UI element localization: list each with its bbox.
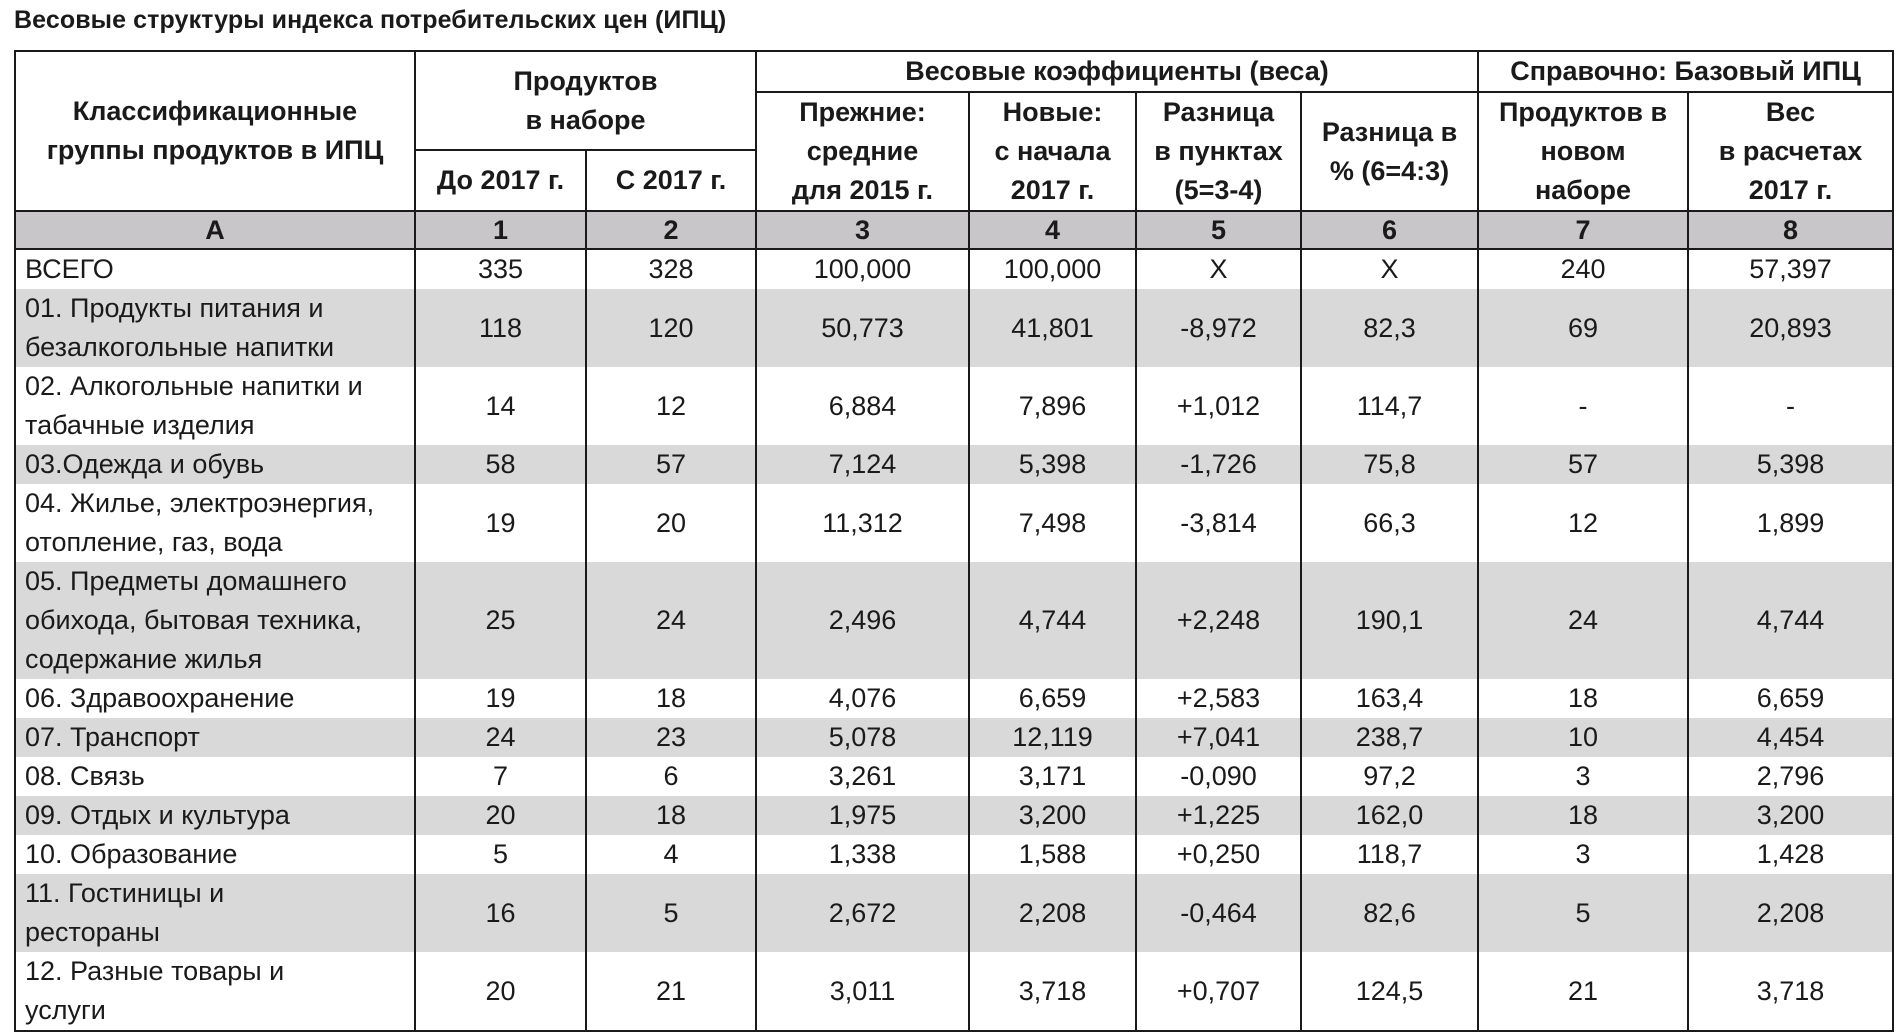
cell-col-7: - bbox=[1478, 367, 1688, 445]
row-label-line: 11. Гостиницы и bbox=[25, 878, 225, 908]
cell-col-8: 1,899 bbox=[1688, 484, 1893, 562]
header-diff-percent-line-2: % (6=4:3) bbox=[1329, 155, 1450, 186]
cell-col-1: 19 bbox=[415, 679, 586, 718]
cell-col-5: +1,225 bbox=[1136, 796, 1301, 835]
cell-col-8: 5,398 bbox=[1688, 445, 1893, 484]
cell-col-2: 5 bbox=[586, 874, 756, 952]
header-products-new-set-line-3: наборе bbox=[1535, 175, 1632, 205]
cell-col-4: 41,801 bbox=[969, 289, 1136, 367]
row-label-line: 12. Разные товары и bbox=[25, 956, 285, 986]
cell-col-6: 124,5 bbox=[1301, 952, 1478, 1031]
header-previous-line-3: для 2015 г. bbox=[791, 175, 934, 205]
column-letter: 7 bbox=[1478, 211, 1688, 249]
row-label bbox=[15, 562, 415, 679]
cell-col-2: 4 bbox=[586, 835, 756, 874]
row-label bbox=[15, 952, 415, 1031]
cell-col-6: 114,7 bbox=[1301, 367, 1478, 445]
cell-col-3: 4,076 bbox=[756, 679, 969, 718]
row-label-line: 04. Жилье, электроэнергия, bbox=[25, 488, 375, 518]
column-letters-row bbox=[15, 211, 1893, 249]
cell-col-1: 19 bbox=[415, 484, 586, 562]
cell-col-4: 5,398 bbox=[969, 445, 1136, 484]
header-products-new-set bbox=[1478, 92, 1688, 211]
cell-col-8: 3,200 bbox=[1688, 796, 1893, 835]
table-row bbox=[15, 367, 1893, 445]
cell-col-3: 6,884 bbox=[756, 367, 969, 445]
cell-col-1: 24 bbox=[415, 718, 586, 757]
row-label bbox=[15, 484, 415, 562]
table-row bbox=[15, 757, 1893, 796]
cell-col-7: 5 bbox=[1478, 874, 1688, 952]
column-letter: А bbox=[15, 211, 415, 249]
cell-col-8: 3,718 bbox=[1688, 952, 1893, 1031]
row-label-line: 07. Транспорт bbox=[25, 722, 200, 752]
cell-col-4: 12,119 bbox=[969, 718, 1136, 757]
cell-col-4: 7,896 bbox=[969, 367, 1136, 445]
cell-col-7: 24 bbox=[1478, 562, 1688, 679]
cell-col-5: -1,726 bbox=[1136, 445, 1301, 484]
table-row bbox=[15, 249, 1893, 289]
table-row bbox=[15, 445, 1893, 484]
header-products-in-set-line-1: Продуктов bbox=[513, 65, 658, 96]
cpi-weights-table bbox=[14, 50, 1894, 1032]
column-letter: 1 bbox=[415, 211, 586, 249]
cell-col-2: 6 bbox=[586, 757, 756, 796]
cell-col-2: 23 bbox=[586, 718, 756, 757]
cell-col-5: +7,041 bbox=[1136, 718, 1301, 757]
table-row bbox=[15, 718, 1893, 757]
row-label bbox=[15, 249, 415, 289]
cell-col-5: +0,250 bbox=[1136, 835, 1301, 874]
column-letter: 8 bbox=[1688, 211, 1893, 249]
cell-col-1: 335 bbox=[415, 249, 586, 289]
cell-col-8: 6,659 bbox=[1688, 679, 1893, 718]
cell-col-6: 162,0 bbox=[1301, 796, 1478, 835]
cell-col-5: -0,464 bbox=[1136, 874, 1301, 952]
row-label-line: 05. Предметы домашнего bbox=[25, 566, 347, 596]
cell-col-2: 57 bbox=[586, 445, 756, 484]
header-diff-points-line-3: (5=3-4) bbox=[1174, 175, 1263, 205]
cell-col-1: 118 bbox=[415, 289, 586, 367]
cell-col-6: X bbox=[1301, 249, 1478, 289]
cell-col-8: 1,428 bbox=[1688, 835, 1893, 874]
table-row bbox=[15, 952, 1893, 1031]
cell-col-1: 7 bbox=[415, 757, 586, 796]
header-diff-points-line-2: в пунктах bbox=[1154, 136, 1283, 166]
header-products-in-set-line-2: в наборе bbox=[525, 104, 646, 135]
cell-col-1: 25 bbox=[415, 562, 586, 679]
row-label-line: ВСЕГО bbox=[25, 254, 114, 284]
cell-col-8: 4,744 bbox=[1688, 562, 1893, 679]
row-label-line: 09. Отдых и культура bbox=[25, 800, 290, 830]
cell-col-2: 12 bbox=[586, 367, 756, 445]
cell-col-4: 2,208 bbox=[969, 874, 1136, 952]
cell-col-6: 82,3 bbox=[1301, 289, 1478, 367]
cell-col-5: -3,814 bbox=[1136, 484, 1301, 562]
header-weights: Весовые коэффициенты (веса) bbox=[756, 51, 1478, 92]
header-weight-calc-line-2: в расчетах bbox=[1718, 136, 1863, 166]
row-label bbox=[15, 679, 415, 718]
header-diff-points bbox=[1136, 92, 1301, 211]
row-label-line: отопление, газ, вода bbox=[25, 527, 283, 557]
row-label-line: 08. Связь bbox=[25, 761, 145, 791]
cell-col-8: 57,397 bbox=[1688, 249, 1893, 289]
cell-col-5: -0,090 bbox=[1136, 757, 1301, 796]
cell-col-3: 3,011 bbox=[756, 952, 969, 1031]
column-letter: 6 bbox=[1301, 211, 1478, 249]
cell-col-2: 20 bbox=[586, 484, 756, 562]
cell-col-3: 1,338 bbox=[756, 835, 969, 874]
cell-col-5: X bbox=[1136, 249, 1301, 289]
cell-col-8: 2,796 bbox=[1688, 757, 1893, 796]
cell-col-1: 20 bbox=[415, 796, 586, 835]
table-row bbox=[15, 484, 1893, 562]
cell-col-5: +2,583 bbox=[1136, 679, 1301, 718]
header-weight-calc-line-3: 2017 г. bbox=[1748, 175, 1833, 205]
cell-col-1: 58 bbox=[415, 445, 586, 484]
cell-col-2: 328 bbox=[586, 249, 756, 289]
header-classification bbox=[15, 51, 415, 211]
row-label bbox=[15, 718, 415, 757]
header-reference: Справочно: Базовый ИПЦ bbox=[1478, 51, 1893, 92]
cell-col-8: 20,893 bbox=[1688, 289, 1893, 367]
cell-col-5: +1,012 bbox=[1136, 367, 1301, 445]
cell-col-6: 163,4 bbox=[1301, 679, 1478, 718]
row-label-line: 03.Одежда и обувь bbox=[25, 449, 265, 479]
cell-col-6: 82,6 bbox=[1301, 874, 1478, 952]
cell-col-1: 5 bbox=[415, 835, 586, 874]
cell-col-2: 24 bbox=[586, 562, 756, 679]
cell-col-2: 21 bbox=[586, 952, 756, 1031]
cell-col-8: 2,208 bbox=[1688, 874, 1893, 952]
row-label bbox=[15, 796, 415, 835]
header-previous-line-1: Прежние: bbox=[799, 97, 926, 127]
header-diff-points-line-1: Разница bbox=[1162, 97, 1275, 127]
cell-col-4: 3,200 bbox=[969, 796, 1136, 835]
table-row bbox=[15, 289, 1893, 367]
cell-col-7: 69 bbox=[1478, 289, 1688, 367]
cell-col-6: 118,7 bbox=[1301, 835, 1478, 874]
cell-col-6: 75,8 bbox=[1301, 445, 1478, 484]
header-new-line-1: Новые: bbox=[1002, 97, 1103, 127]
cell-col-7: 18 bbox=[1478, 679, 1688, 718]
cell-col-4: 3,171 bbox=[969, 757, 1136, 796]
row-label bbox=[15, 445, 415, 484]
cell-col-8: 4,454 bbox=[1688, 718, 1893, 757]
cell-col-3: 100,000 bbox=[756, 249, 969, 289]
header-previous-line-2: средние bbox=[806, 136, 919, 166]
cell-col-4: 7,498 bbox=[969, 484, 1136, 562]
row-label-line: услуги bbox=[25, 995, 106, 1025]
row-label-line: безалкогольные напитки bbox=[25, 332, 335, 362]
header-diff-percent bbox=[1301, 92, 1478, 211]
cell-col-6: 97,2 bbox=[1301, 757, 1478, 796]
cell-col-3: 2,672 bbox=[756, 874, 969, 952]
column-letter: 2 bbox=[586, 211, 756, 249]
row-label-line: 02. Алкогольные напитки и bbox=[25, 371, 363, 401]
cell-col-7: 3 bbox=[1478, 835, 1688, 874]
header-classification-line-2: группы продуктов в ИПЦ bbox=[46, 135, 384, 165]
cell-col-2: 120 bbox=[586, 289, 756, 367]
header-classification-line-1: Классификационные bbox=[72, 96, 358, 126]
table-row bbox=[15, 874, 1893, 952]
cell-col-6: 238,7 bbox=[1301, 718, 1478, 757]
cell-col-3: 11,312 bbox=[756, 484, 969, 562]
cell-col-3: 3,261 bbox=[756, 757, 969, 796]
cell-col-5: +0,707 bbox=[1136, 952, 1301, 1031]
table-title: Весовые структуры индекса потребительских цен (ИПЦ) bbox=[14, 6, 727, 34]
header-before-2017: До 2017 г. bbox=[415, 150, 586, 211]
cell-col-4: 100,000 bbox=[969, 249, 1136, 289]
table-row bbox=[15, 835, 1893, 874]
column-letter: 3 bbox=[756, 211, 969, 249]
cell-col-7: 240 bbox=[1478, 249, 1688, 289]
cell-col-3: 1,975 bbox=[756, 796, 969, 835]
header-new-weights bbox=[969, 92, 1136, 211]
cell-col-3: 2,496 bbox=[756, 562, 969, 679]
column-letter: 4 bbox=[969, 211, 1136, 249]
header-previous-weights bbox=[756, 92, 969, 211]
cell-col-7: 57 bbox=[1478, 445, 1688, 484]
header-weight-calc bbox=[1688, 92, 1893, 211]
header-new-line-2: с начала bbox=[994, 136, 1111, 166]
cell-col-1: 16 bbox=[415, 874, 586, 952]
cell-col-5: +2,248 bbox=[1136, 562, 1301, 679]
table-row bbox=[15, 679, 1893, 718]
row-label-line: табачные изделия bbox=[25, 410, 255, 440]
row-label-line: 01. Продукты питания и bbox=[25, 293, 324, 323]
header-products-new-set-line-1: Продуктов в bbox=[1498, 97, 1668, 127]
header-diff-percent-line-1: Разница в bbox=[1321, 116, 1458, 147]
table-row bbox=[15, 796, 1893, 835]
row-label bbox=[15, 835, 415, 874]
cell-col-8: - bbox=[1688, 367, 1893, 445]
cell-col-6: 190,1 bbox=[1301, 562, 1478, 679]
cell-col-7: 18 bbox=[1478, 796, 1688, 835]
header-weight-calc-line-1: Вес bbox=[1765, 97, 1816, 127]
cell-col-1: 14 bbox=[415, 367, 586, 445]
cell-col-3: 5,078 bbox=[756, 718, 969, 757]
row-label bbox=[15, 367, 415, 445]
table-row bbox=[15, 562, 1893, 679]
cell-col-7: 10 bbox=[1478, 718, 1688, 757]
header-since-2017: С 2017 г. bbox=[586, 150, 756, 211]
cell-col-2: 18 bbox=[586, 679, 756, 718]
row-label-line: 06. Здравоохранение bbox=[25, 683, 295, 713]
cell-col-1: 20 bbox=[415, 952, 586, 1031]
cell-col-6: 66,3 bbox=[1301, 484, 1478, 562]
cell-col-7: 12 bbox=[1478, 484, 1688, 562]
header-products-in-set bbox=[415, 51, 756, 150]
cell-col-7: 3 bbox=[1478, 757, 1688, 796]
header-products-new-set-line-2: новом bbox=[1540, 136, 1626, 166]
header-new-line-3: 2017 г. bbox=[1010, 175, 1095, 205]
cell-col-4: 3,718 bbox=[969, 952, 1136, 1031]
row-label bbox=[15, 289, 415, 367]
row-label-line: обихода, бытовая техника, bbox=[25, 605, 362, 635]
cell-col-4: 6,659 bbox=[969, 679, 1136, 718]
cell-col-4: 1,588 bbox=[969, 835, 1136, 874]
row-label bbox=[15, 874, 415, 952]
row-label-line: 10. Образование bbox=[25, 839, 238, 869]
cell-col-2: 18 bbox=[586, 796, 756, 835]
column-letter: 5 bbox=[1136, 211, 1301, 249]
row-label bbox=[15, 757, 415, 796]
cell-col-3: 50,773 bbox=[756, 289, 969, 367]
row-label-line: рестораны bbox=[25, 917, 160, 947]
cell-col-3: 7,124 bbox=[756, 445, 969, 484]
cell-col-7: 21 bbox=[1478, 952, 1688, 1031]
cell-col-5: -8,972 bbox=[1136, 289, 1301, 367]
row-label-line: содержание жилья bbox=[25, 644, 263, 674]
cell-col-4: 4,744 bbox=[969, 562, 1136, 679]
